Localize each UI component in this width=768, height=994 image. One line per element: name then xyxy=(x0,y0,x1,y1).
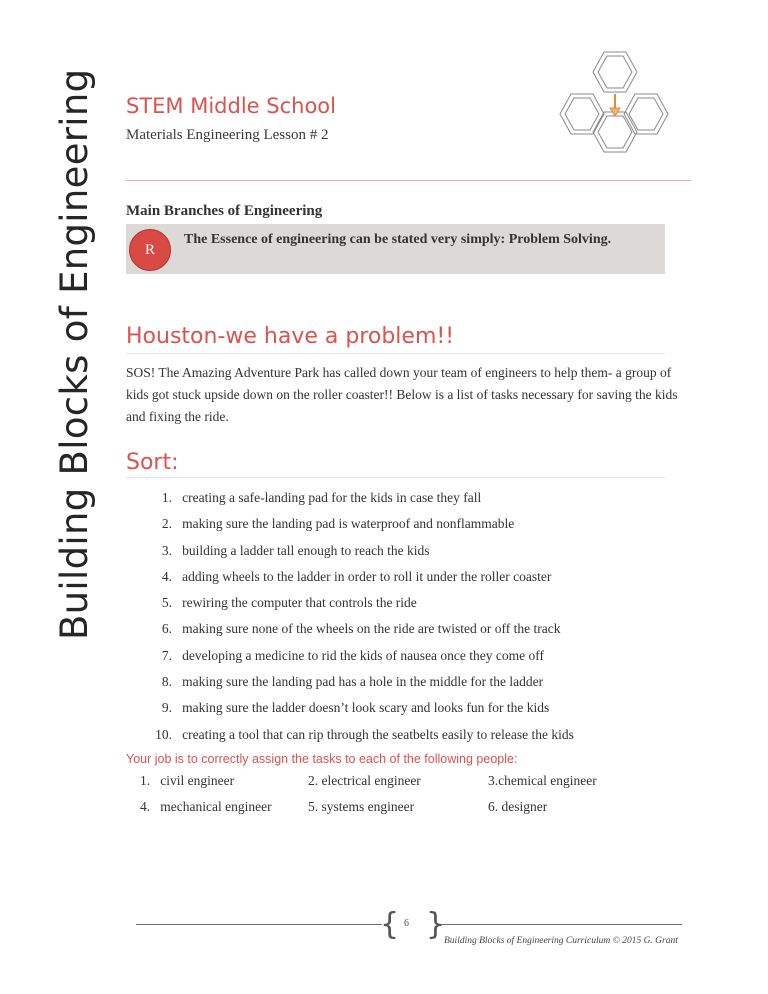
list-item xyxy=(140,645,574,671)
list-item xyxy=(140,487,574,513)
essence-callout xyxy=(126,224,665,274)
task-number: 8. xyxy=(161,674,172,690)
task-text: making sure the landing pad has a hole in the middle for the ladder xyxy=(182,674,544,690)
task-number: 9. xyxy=(161,700,172,716)
list-item xyxy=(140,513,574,539)
list-item xyxy=(140,592,574,618)
task-text: creating a tool that can rip through the seatbelts easily to release the kids xyxy=(182,726,574,742)
sort-divider xyxy=(126,477,665,478)
task-text: creating a safe-landing pad for the kids in case they fall xyxy=(182,490,482,505)
role-designer: 6. designer xyxy=(488,799,548,814)
role-electrical: 2. electrical engineer xyxy=(308,773,421,788)
callout-text: The Essence of engineering can be stated very simply: Problem Solving. xyxy=(184,232,612,247)
school-name: STEM Middle School xyxy=(126,94,336,118)
lesson-title: Materials Engineering Lesson # 2 xyxy=(126,127,329,143)
task-text: building a ladder tall enough to reach the kids xyxy=(182,542,430,558)
list-item xyxy=(140,671,574,697)
left-brace-icon: { xyxy=(380,907,400,942)
assignment-instruction: Your job is to correctly assign the tasks to each of the following people: xyxy=(126,752,518,766)
list-item xyxy=(140,724,574,750)
page-number: 6 xyxy=(404,918,409,929)
role-systems: 5. systems engineer xyxy=(308,799,415,814)
role-row xyxy=(140,796,660,822)
task-number: 7. xyxy=(161,647,172,663)
task-number: 5. xyxy=(161,595,172,611)
role-civil: 1. civil engineer xyxy=(140,773,235,788)
branches-heading: Main Branches of Engineering xyxy=(126,203,323,219)
callout-badge: R xyxy=(129,229,171,271)
task-text: making sure none of the wheels on the ride are twisted or off the track xyxy=(182,621,561,637)
role-chemical: 3.chemical engineer xyxy=(488,773,597,788)
sort-heading: Sort: xyxy=(126,450,179,475)
task-list xyxy=(140,487,574,750)
header-divider xyxy=(126,180,691,181)
task-number: 10. xyxy=(155,726,172,742)
task-number: 4. xyxy=(161,568,172,584)
task-text: adding wheels to the ladder in order to roll it under the roller coaster xyxy=(182,568,552,584)
list-item xyxy=(140,618,574,644)
problem-text: SOS! The Amazing Adventure Park has called down your team of engineers to help them- a group of kids got stuck upside down on the roller coaster!! Below is a list of tasks necessary for saving the kids and fixing the ride. xyxy=(126,365,678,424)
problem-heading: Houston-we have a problem!! xyxy=(126,324,455,349)
role-mechanical: 4. mechanical engineer xyxy=(140,799,272,814)
task-number: 2. xyxy=(161,516,172,532)
problem-divider xyxy=(126,353,665,354)
sidebar-title: Building Blocks of Engineering xyxy=(53,68,96,640)
footer-rule-left xyxy=(136,924,382,925)
footer-rule-right xyxy=(440,924,682,925)
list-item xyxy=(140,566,574,592)
task-text: rewiring the computer that controls the ride xyxy=(182,595,417,611)
task-text: developing a medicine to rid the kids of nausea once they come off xyxy=(182,647,545,663)
role-list xyxy=(140,770,660,822)
task-text: making sure the landing pad is waterproof and nonflammable xyxy=(182,516,515,532)
list-item xyxy=(140,540,574,566)
hexagon-cluster-icon xyxy=(558,50,670,158)
task-text: making sure the ladder doesn’t look scary and looks fun for the kids xyxy=(182,700,550,716)
task-number: 1. xyxy=(161,490,172,505)
list-item xyxy=(140,697,574,723)
task-number: 6. xyxy=(161,621,172,637)
right-brace-icon: } xyxy=(426,907,446,942)
task-number: 3. xyxy=(161,542,172,558)
role-row xyxy=(140,770,660,796)
copyright-text: Building Blocks of Engineering Curriculum © 2015 G. Grant xyxy=(444,936,678,946)
